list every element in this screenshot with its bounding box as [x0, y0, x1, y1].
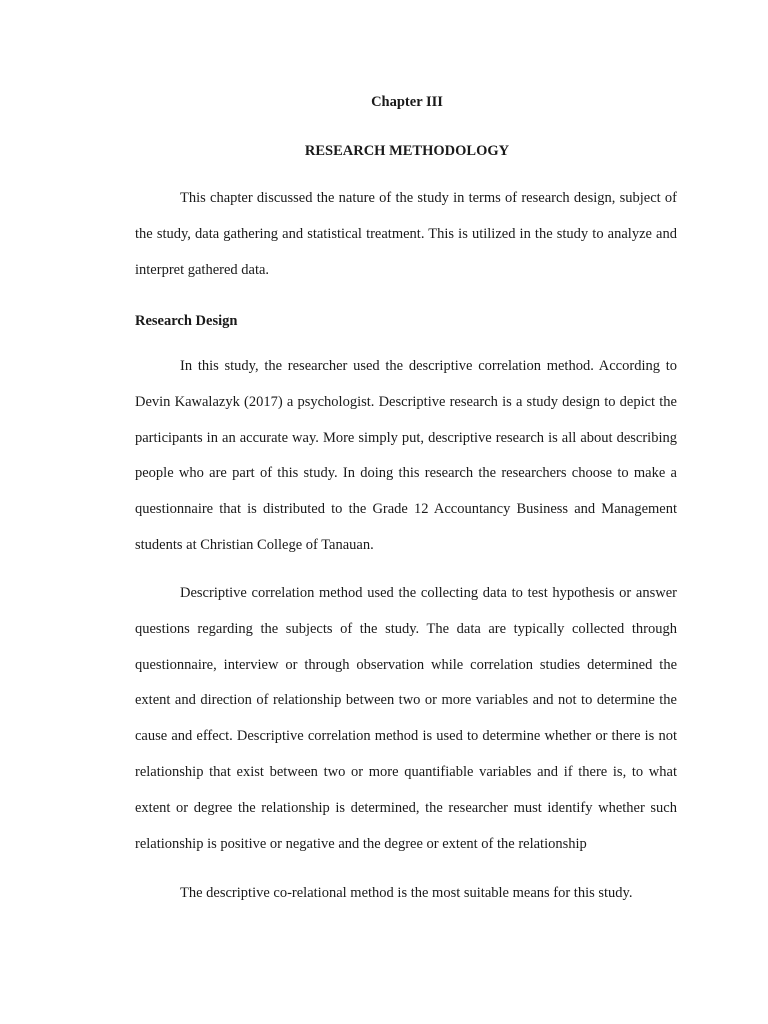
- chapter-label: Chapter III: [371, 94, 443, 110]
- chapter-title: RESEARCH METHODOLOGY: [304, 143, 510, 159]
- co-relational-method-paragraph: The descriptive co-relational method is the most suitable means for this study.: [180, 885, 633, 901]
- intro-paragraph: This chapter discussed the nature of the study in terms of research design, subject of the study, data gathering and statistical treatment. This is utilized in the study to analyze and interpret gathered data.: [135, 190, 677, 278]
- descriptive-correlation-paragraph: Descriptive correlation method used the collecting data to test hypothesis or answer questions regarding the subjects of the study. The data are typically collected through questionnaire, interview or through observation while correlation studies determined the extent and direction of relationship between two or more variables and not to determine the cause and effect. Descriptive correlation method is used to determine whether or there is not relationship that exist between two or more quantifiable variables and if there is, to what extent or degree the relationship is determined, the researcher must identify whether such relationship is positive or negative and the degree or extent of the relationship: [135, 585, 677, 852]
- research-design-paragraph: In this study, the researcher used the descriptive correlation method. According to Devin Kawalazyk (2017) a psychologist. Descriptive research is a study design to depict the participants in an accurate way. More simply put, descriptive research is all about describing people who are part of this study. In doing this research the researchers choose to make a questionnaire that is distributed to the Grade 12 Accountancy Business and Management students at Christian College of Tanauan.: [135, 358, 677, 553]
- section-heading-research-design: Research Design: [135, 313, 238, 329]
